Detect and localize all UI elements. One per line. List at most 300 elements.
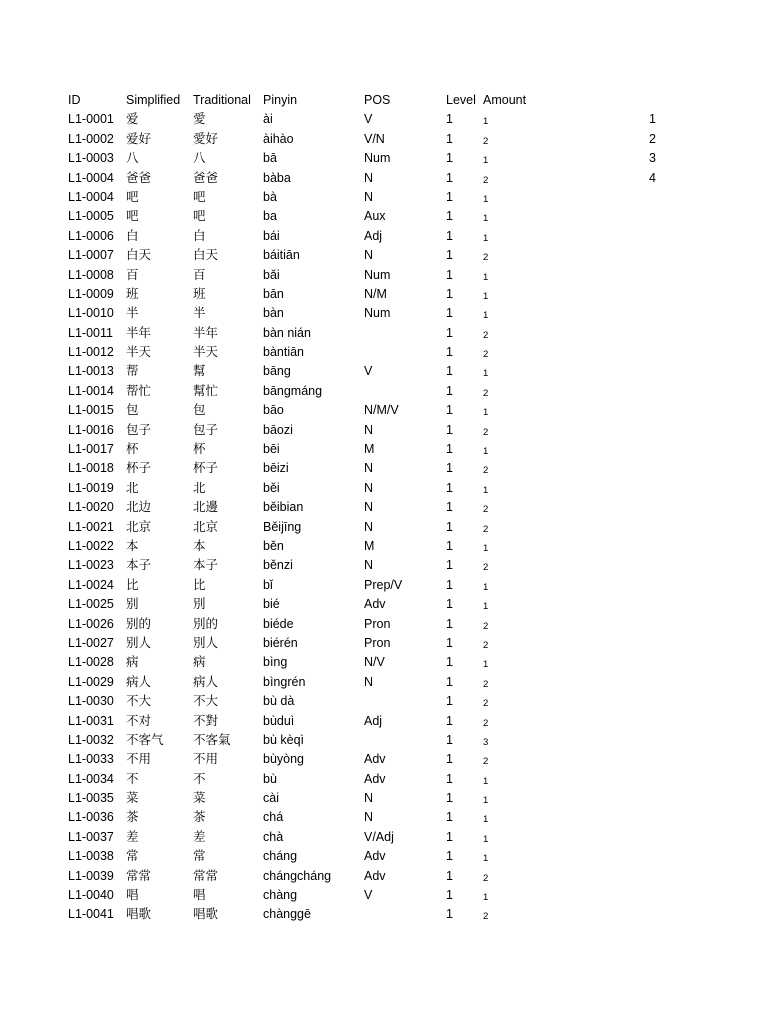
cell-traditional: 差 (193, 829, 206, 844)
table-row (0, 459, 768, 478)
cell-pos: Adj (364, 713, 383, 728)
cell-pinyin: bāozi (263, 422, 293, 437)
cell-pinyin: Běijīng (263, 519, 302, 534)
cell-pinyin: bìngrén (263, 674, 306, 689)
cell-traditional: 不 (193, 771, 206, 786)
cell-amount: 1 (483, 271, 489, 283)
cell-id: L1-0005 (68, 209, 114, 224)
cell-amount: 1 (483, 581, 489, 593)
cell-level: 1 (446, 597, 453, 612)
cell-amount: 1 (483, 368, 489, 380)
cell-amount: 2 (483, 562, 489, 574)
cell-pinyin: bù kèqì (263, 732, 305, 747)
cell-level: 1 (446, 771, 453, 786)
cell-traditional: 百 (193, 267, 206, 282)
cell-amount: 1 (483, 116, 489, 128)
cell-traditional: 菜 (193, 791, 206, 806)
table-row (0, 847, 768, 866)
cell-id: L1-0033 (68, 752, 114, 767)
cell-amount: 2 (483, 756, 489, 768)
cell-amount: 2 (483, 639, 489, 651)
cell-id: L1-0020 (68, 500, 114, 515)
cell-amount: 1 (483, 193, 489, 205)
cell-id: L1-0038 (68, 849, 114, 864)
table-row (0, 207, 768, 226)
cell-pinyin: bàntiān (263, 345, 305, 360)
cell-id: L1-0039 (68, 868, 114, 883)
cell-simplified: 爱好 (126, 131, 152, 146)
table-row (0, 169, 768, 188)
cell-extra: 2 (649, 131, 656, 146)
cell-simplified: 病 (126, 655, 139, 670)
cell-traditional: 本子 (193, 558, 219, 573)
cell-level: 1 (446, 151, 453, 166)
cell-pinyin: bēi (263, 442, 280, 457)
cell-level: 1 (446, 635, 453, 650)
table-row (0, 789, 768, 808)
table-row (0, 421, 768, 440)
cell-level: 1 (446, 209, 453, 224)
cell-traditional: 白 (193, 228, 206, 243)
cell-level: 1 (446, 519, 453, 534)
cell-pos: N (364, 500, 374, 515)
cell-simplified: 不用 (126, 752, 152, 767)
cell-simplified: 茶 (126, 810, 139, 825)
header-level: Level (446, 93, 476, 107)
cell-id: L1-0004 (68, 189, 114, 204)
cell-amount: 1 (483, 213, 489, 225)
cell-amount: 1 (483, 484, 489, 496)
table-body (0, 110, 768, 924)
cell-pinyin: chà (263, 829, 284, 844)
cell-id: L1-0011 (68, 325, 113, 340)
cell-pinyin: bái (263, 228, 280, 243)
table-row (0, 110, 768, 129)
cell-id: L1-0030 (68, 694, 114, 709)
cell-pos: N (364, 248, 374, 263)
cell-level: 1 (446, 248, 453, 263)
cell-level: 1 (446, 345, 453, 360)
cell-pinyin: biérén (263, 635, 298, 650)
table-row (0, 130, 768, 149)
cell-simplified: 半年 (126, 325, 152, 340)
cell-amount: 2 (483, 620, 489, 632)
cell-traditional: 本 (193, 538, 206, 553)
cell-pos: Num (364, 306, 391, 321)
cell-pos: Adv (364, 752, 386, 767)
header-traditional: Traditional (193, 93, 251, 107)
table-row (0, 362, 768, 381)
header-pos: POS (364, 93, 391, 107)
cell-pinyin: bān (263, 286, 284, 301)
cell-id: L1-0013 (68, 364, 114, 379)
cell-level: 1 (446, 810, 453, 825)
cell-traditional: 包 (193, 403, 206, 418)
cell-id: L1-0035 (68, 791, 114, 806)
cell-id: L1-0032 (68, 732, 114, 747)
cell-simplified: 半天 (126, 345, 152, 360)
table-row (0, 750, 768, 769)
cell-id: L1-0036 (68, 810, 114, 825)
cell-simplified: 白天 (126, 248, 152, 263)
cell-level: 1 (446, 558, 453, 573)
cell-id: L1-0004 (68, 170, 114, 185)
table-row (0, 537, 768, 556)
cell-pinyin: bà (263, 189, 277, 204)
cell-amount: 1 (483, 310, 489, 322)
cell-amount: 2 (483, 135, 489, 147)
cell-level: 1 (446, 422, 453, 437)
cell-pinyin: běibian (263, 500, 304, 515)
cell-pos: Adv (364, 597, 386, 612)
cell-simplified: 比 (126, 577, 139, 592)
cell-level: 1 (446, 383, 453, 398)
cell-pos: V/N (364, 131, 385, 146)
cell-pos: N (364, 519, 374, 534)
cell-level: 1 (446, 732, 453, 747)
cell-id: L1-0031 (68, 713, 114, 728)
cell-pinyin: bāng (263, 364, 291, 379)
cell-simplified: 别 (126, 597, 139, 612)
cell-traditional: 別 (193, 597, 206, 612)
spreadsheet (0, 91, 768, 925)
table-row (0, 808, 768, 827)
cell-id: L1-0009 (68, 286, 114, 301)
cell-extra: 4 (649, 170, 656, 185)
cell-pinyin: cài (263, 791, 279, 806)
cell-pinyin: bùduì (263, 713, 295, 728)
cell-id: L1-0037 (68, 829, 114, 844)
cell-simplified: 杯 (126, 442, 139, 457)
cell-extra: 3 (649, 151, 656, 166)
cell-traditional: 半天 (193, 345, 219, 360)
cell-pinyin: bù (263, 771, 277, 786)
cell-pos: N (364, 189, 374, 204)
table-row (0, 905, 768, 924)
cell-pinyin: ài (263, 112, 273, 127)
cell-id: L1-0018 (68, 461, 114, 476)
cell-pos: N (364, 480, 374, 495)
cell-traditional: 茶 (193, 810, 206, 825)
table-row (0, 867, 768, 886)
cell-id: L1-0021 (68, 519, 114, 534)
cell-amount: 1 (483, 814, 489, 826)
header-id: ID (68, 93, 81, 107)
cell-simplified: 不对 (126, 713, 152, 728)
cell-level: 1 (446, 228, 453, 243)
cell-amount: 1 (483, 542, 489, 554)
cell-amount: 2 (483, 678, 489, 690)
cell-pinyin: bàn (263, 306, 284, 321)
cell-pinyin: běi (263, 480, 280, 495)
table-row (0, 595, 768, 614)
cell-traditional: 幫 (193, 364, 206, 379)
cell-amount: 2 (483, 523, 489, 535)
cell-traditional: 不客氣 (193, 732, 231, 747)
cell-pos: Adv (364, 849, 386, 864)
table-row (0, 149, 768, 168)
cell-id: L1-0029 (68, 674, 114, 689)
cell-id: L1-0015 (68, 403, 114, 418)
cell-traditional: 杯子 (193, 461, 219, 476)
cell-simplified: 包 (126, 403, 139, 418)
cell-simplified: 帮 (126, 364, 139, 379)
cell-amount: 1 (483, 659, 489, 671)
cell-traditional: 八 (193, 151, 206, 166)
cell-simplified: 爱 (126, 112, 139, 127)
cell-pos: Pron (364, 635, 391, 650)
cell-level: 1 (446, 694, 453, 709)
cell-pinyin: bā (263, 151, 277, 166)
cell-simplified: 别的 (126, 616, 152, 631)
cell-pinyin: bǐ (263, 577, 273, 592)
cell-level: 1 (446, 500, 453, 515)
cell-amount: 1 (483, 290, 489, 302)
cell-simplified: 爸爸 (126, 170, 152, 185)
cell-amount: 2 (483, 717, 489, 729)
cell-pos: N (364, 422, 374, 437)
cell-simplified: 本 (126, 538, 139, 553)
cell-id: L1-0001 (68, 112, 114, 127)
cell-simplified: 包子 (126, 422, 152, 437)
cell-amount: 2 (483, 872, 489, 884)
cell-level: 1 (446, 907, 453, 922)
cell-id: L1-0017 (68, 442, 114, 457)
cell-level: 1 (446, 325, 453, 340)
cell-traditional: 白天 (193, 248, 219, 263)
table-row (0, 653, 768, 672)
cell-id: L1-0010 (68, 306, 114, 321)
table-row (0, 634, 768, 653)
cell-level: 1 (446, 577, 453, 592)
cell-traditional: 病 (193, 655, 206, 670)
cell-simplified: 病人 (126, 674, 152, 689)
cell-level: 1 (446, 403, 453, 418)
table-row (0, 886, 768, 905)
header-row (0, 91, 768, 110)
cell-level: 1 (446, 538, 453, 553)
cell-pos: N (364, 170, 374, 185)
table-row (0, 479, 768, 498)
cell-amount: 1 (483, 892, 489, 904)
cell-amount: 1 (483, 232, 489, 244)
cell-pos: N (364, 674, 374, 689)
cell-id: L1-0014 (68, 383, 114, 398)
cell-traditional: 不大 (193, 694, 219, 709)
cell-pinyin: biéde (263, 616, 294, 631)
cell-pos: N/M (364, 286, 387, 301)
cell-simplified: 不客气 (126, 732, 164, 747)
cell-pinyin: àihào (263, 131, 294, 146)
cell-pinyin: bùyòng (263, 752, 305, 767)
cell-id: L1-0028 (68, 655, 114, 670)
cell-traditional: 常常 (193, 868, 219, 883)
cell-id: L1-0006 (68, 228, 114, 243)
cell-pinyin: bìng (263, 655, 288, 670)
cell-pos: Num (364, 151, 391, 166)
cell-simplified: 唱歌 (126, 907, 152, 922)
cell-traditional: 北邊 (193, 500, 219, 515)
cell-level: 1 (446, 112, 453, 127)
cell-simplified: 常常 (126, 868, 152, 883)
cell-traditional: 比 (193, 577, 206, 592)
cell-level: 1 (446, 306, 453, 321)
table-row (0, 246, 768, 265)
cell-id: L1-0019 (68, 480, 114, 495)
cell-simplified: 不大 (126, 694, 152, 709)
cell-pos: N (364, 791, 374, 806)
cell-pos: N (364, 461, 374, 476)
cell-pos: N/M/V (364, 403, 399, 418)
table-row (0, 828, 768, 847)
cell-simplified: 常 (126, 849, 139, 864)
cell-pos: Adv (364, 868, 386, 883)
cell-id: L1-0041 (68, 907, 114, 922)
cell-pos: Aux (364, 209, 386, 224)
cell-level: 1 (446, 752, 453, 767)
cell-pos: V (364, 364, 373, 379)
cell-simplified: 别人 (126, 635, 152, 650)
cell-simplified: 唱 (126, 888, 139, 903)
cell-simplified: 差 (126, 829, 139, 844)
header-amount: Amount (483, 93, 527, 107)
cell-simplified: 吧 (126, 189, 139, 204)
cell-traditional: 常 (193, 849, 206, 864)
cell-pos: M (364, 442, 375, 457)
table-row (0, 731, 768, 750)
cell-simplified: 杯子 (126, 461, 152, 476)
cell-simplified: 班 (126, 286, 139, 301)
header-simplified: Simplified (126, 93, 181, 107)
cell-level: 1 (446, 616, 453, 631)
cell-traditional: 半年 (193, 325, 219, 340)
cell-amount: 1 (483, 853, 489, 865)
table-row (0, 304, 768, 323)
cell-level: 1 (446, 791, 453, 806)
table-row (0, 188, 768, 207)
cell-traditional: 愛好 (193, 131, 219, 146)
table-row (0, 227, 768, 246)
cell-simplified: 半 (126, 306, 139, 321)
cell-amount: 2 (483, 329, 489, 341)
cell-id: L1-0027 (68, 635, 114, 650)
cell-amount: 1 (483, 446, 489, 458)
table-row (0, 576, 768, 595)
cell-level: 1 (446, 868, 453, 883)
cell-traditional: 吧 (193, 209, 206, 224)
table-row (0, 343, 768, 362)
cell-id: L1-0008 (68, 267, 114, 282)
cell-traditional: 半 (193, 306, 206, 321)
table-row (0, 712, 768, 731)
cell-id: L1-0023 (68, 558, 114, 573)
cell-id: L1-0025 (68, 597, 114, 612)
table-row (0, 382, 768, 401)
cell-extra: 1 (649, 112, 656, 127)
cell-level: 1 (446, 267, 453, 282)
cell-pinyin: bù dà (263, 694, 295, 709)
cell-level: 1 (446, 286, 453, 301)
cell-level: 1 (446, 170, 453, 185)
cell-simplified: 白 (126, 228, 139, 243)
table-row (0, 440, 768, 459)
cell-id: L1-0016 (68, 422, 114, 437)
table-row (0, 673, 768, 692)
cell-amount: 1 (483, 795, 489, 807)
cell-pinyin: chá (263, 810, 284, 825)
cell-amount: 2 (483, 504, 489, 516)
cell-amount: 2 (483, 465, 489, 477)
cell-traditional: 北京 (193, 519, 219, 534)
table-row (0, 518, 768, 537)
cell-pinyin: bāngmáng (263, 383, 323, 398)
cell-pinyin: bǎi (263, 267, 280, 282)
cell-amount: 2 (483, 174, 489, 186)
cell-traditional: 班 (193, 286, 206, 301)
cell-traditional: 病人 (193, 674, 219, 689)
cell-pos: Prep/V (364, 577, 403, 592)
cell-level: 1 (446, 713, 453, 728)
cell-traditional: 唱歌 (193, 907, 219, 922)
cell-amount: 2 (483, 349, 489, 361)
cell-traditional: 唱 (193, 888, 206, 903)
cell-traditional: 幫忙 (193, 383, 219, 398)
cell-pinyin: bāo (263, 403, 284, 418)
cell-traditional: 別的 (193, 616, 219, 631)
cell-simplified: 帮忙 (126, 383, 152, 398)
cell-amount: 2 (483, 252, 489, 264)
table-row (0, 615, 768, 634)
cell-traditional: 愛 (193, 112, 206, 127)
cell-level: 1 (446, 655, 453, 670)
cell-level: 1 (446, 442, 453, 457)
cell-pos: V (364, 112, 373, 127)
cell-pinyin: bēizi (263, 461, 289, 476)
cell-simplified: 八 (126, 151, 139, 166)
table-row (0, 692, 768, 711)
cell-simplified: 吧 (126, 209, 139, 224)
cell-pos: Pron (364, 616, 391, 631)
cell-level: 1 (446, 461, 453, 476)
cell-amount: 1 (483, 833, 489, 845)
cell-pinyin: bié (263, 597, 280, 612)
cell-pos: M (364, 538, 375, 553)
cell-simplified: 菜 (126, 791, 139, 806)
cell-traditional: 吧 (193, 189, 206, 204)
cell-amount: 2 (483, 911, 489, 923)
cell-pos: Adj (364, 228, 383, 243)
cell-pos: N (364, 558, 374, 573)
cell-traditional: 不用 (193, 752, 219, 767)
cell-id: L1-0022 (68, 538, 114, 553)
cell-simplified: 不 (126, 771, 139, 786)
cell-id: L1-0002 (68, 131, 114, 146)
cell-pos: V (364, 888, 373, 903)
cell-pinyin: běnzi (263, 558, 293, 573)
cell-pos: Num (364, 267, 391, 282)
cell-pinyin: běn (263, 538, 284, 553)
table-row (0, 401, 768, 420)
cell-traditional: 北 (193, 480, 206, 495)
cell-amount: 1 (483, 601, 489, 613)
cell-id: L1-0024 (68, 577, 114, 592)
cell-simplified: 北 (126, 480, 139, 495)
cell-id: L1-0003 (68, 151, 114, 166)
cell-level: 1 (446, 480, 453, 495)
cell-traditional: 包子 (193, 422, 219, 437)
cell-level: 1 (446, 189, 453, 204)
cell-simplified: 百 (126, 267, 139, 282)
